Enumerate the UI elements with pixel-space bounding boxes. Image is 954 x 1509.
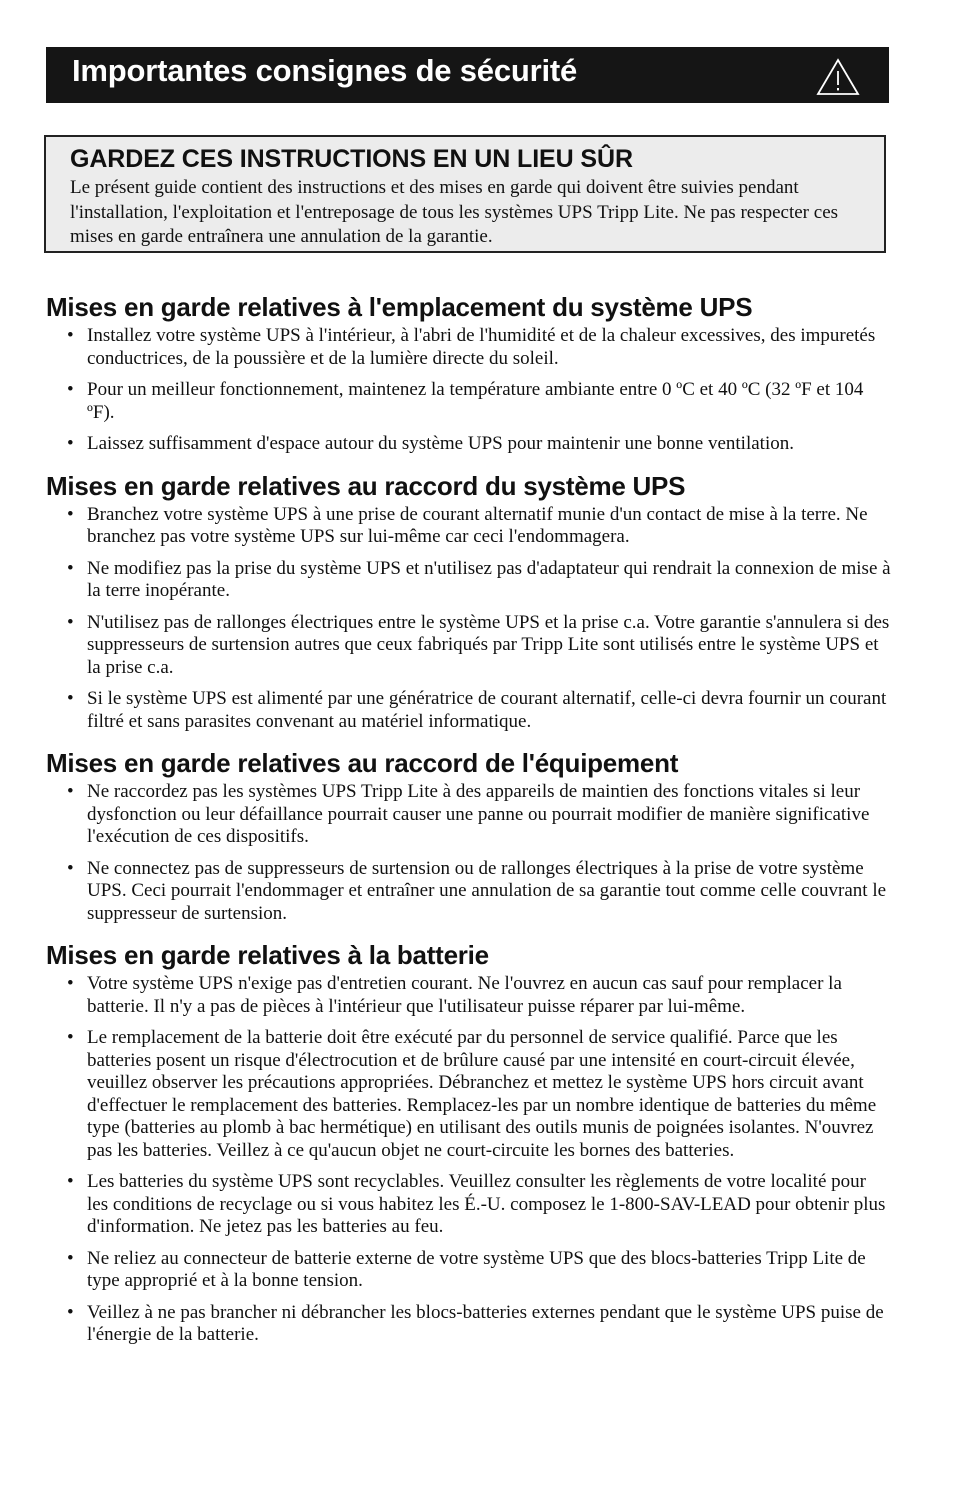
list-item: • Pour un meilleur fonctionnement, maintenez la température ambiante entre 0 ºC et 40 ºC (32 ºF et 104 ºF).: [46, 379, 891, 424]
section-battery: [46, 939, 891, 1347]
section-heading: Mises en garde relatives au raccord du système UPS: [46, 470, 686, 501]
list-item: • N'utilisez pas de rallonges électriques entre le système UPS et la prise c.a. Votre garantie s'annulera si des suppresseurs de surtension autres que ceux fabriqués par Tripp Lite sont utilisés entre le système UPS et la prise c.a.: [46, 612, 891, 680]
section-heading: Mises en garde relatives au raccord de l'équipement: [46, 748, 679, 778]
section-equipment-connection: [46, 747, 891, 925]
list-item: • Laissez suffisamment d'espace autour du système UPS pour maintenir une bonne ventilation.: [46, 433, 891, 456]
section-heading: Mises en garde relatives à la batterie: [46, 940, 489, 970]
warning-triangle-icon: [816, 58, 860, 96]
notice-text: Le présent guide contient des instructions et des mises en garde qui doivent être suivies pendant l'installation, l'exploitation et l'entreposage de tous les systèmes UPS Tripp Lite. Ne pas respecter ces mises en garde entraînera une annulation de la garantie.: [70, 177, 839, 247]
notice-box: [44, 135, 886, 253]
list-item: • Ne modifiez pas la prise du système UPS et n'utilisez pas d'adaptateur qui rendrait la connexion de mise à la terre inopérante.: [46, 558, 891, 603]
page-title: Importantes consignes de sécurité: [72, 53, 578, 88]
list-item: • Branchez votre système UPS à une prise de courant alternatif munie d'un contact de mise à la terre. Ne branchez pas votre système UPS sur lui-même car ceci l'endommagera.: [46, 504, 891, 549]
bullet-list: [46, 781, 891, 925]
title-bar: [46, 47, 889, 103]
list-item: • Ne reliez au connecteur de batterie externe de votre système UPS que des blocs-batteries Tripp Lite de type approprié et à la bonne tension.: [46, 1248, 891, 1293]
bullet-list: [46, 504, 891, 734]
list-item: • Les batteries du système UPS sont recyclables. Veuillez consulter les règlements de votre localité pour les conditions de recyclage ou si vous habitez les É.-U. composez le 1-800-SAV-LEAD pour obtenir plus d'information. Ne jetez pas les batteries au feu.: [46, 1171, 891, 1239]
section-ups-connection: [46, 470, 891, 734]
list-item: • Veillez à ne pas brancher ni débrancher les blocs-batteries externes pendant que le système UPS puise de l'énergie de la batterie.: [46, 1302, 891, 1347]
list-item: • Le remplacement de la batterie doit être exécuté par du personnel de service qualifié. Parce que les batteries posent un risque d'électrocution et de brûlure causé par une intensité en court-circuit élevée, veuillez observer les précautions appropriées. Débranchez et mettez le système UPS hors circuit avant d'effectuer le remplacement des batteries. Remplacez-les par un nombre identique de batteries du même type (batteries au plomb à bac hermétique) en utilisant des outils munis de poignées isolantes. N'ouvrez pas les batteries. Veillez à ce qu'aucun objet ne court-circuite les bornes des batteries.: [46, 1027, 891, 1162]
sections-container: [46, 291, 891, 1356]
list-item: • Votre système UPS n'exige pas d'entretien courant. Ne l'ouvrez en aucun cas sauf pour remplacer la batterie. Il n'y a pas de pièces à l'intérieur que l'utilisateur puisse réparer par lui-même.: [46, 973, 891, 1018]
notice-title: GARDEZ CES INSTRUCTIONS EN UN LIEU SÛR: [70, 145, 633, 173]
bullet-list: [46, 325, 891, 456]
list-item: • Ne raccordez pas les systèmes UPS Tripp Lite à des appareils de maintien des fonctions vitales si leur dysfonction ou leur défaillance pourrait causer une panne ou pourrait modifier de manière significative l'exécution de ces dispositifs.: [46, 781, 891, 849]
section-heading: Mises en garde relatives à l'emplacement du système UPS: [46, 292, 753, 322]
list-item: • Installez votre système UPS à l'intérieur, à l'abri de l'humidité et de la chaleur excessives, des impuretés conductrices, de la poussière et de la lumière directe du soleil.: [46, 325, 891, 370]
list-item: • Ne connectez pas de suppresseurs de surtension ou de rallonges électriques à la prise de votre système UPS. Ceci pourrait l'endommager et entraîner une annulation de sa garantie tout comme celle couvrant le suppresseur de surtension.: [46, 858, 891, 926]
section-location: [46, 291, 891, 456]
list-item: • Si le système UPS est alimenté par une génératrice de courant alternatif, celle-ci devra fournir un courant filtré et sans parasites convenant au matériel informatique.: [46, 688, 891, 733]
bullet-list: [46, 973, 891, 1347]
